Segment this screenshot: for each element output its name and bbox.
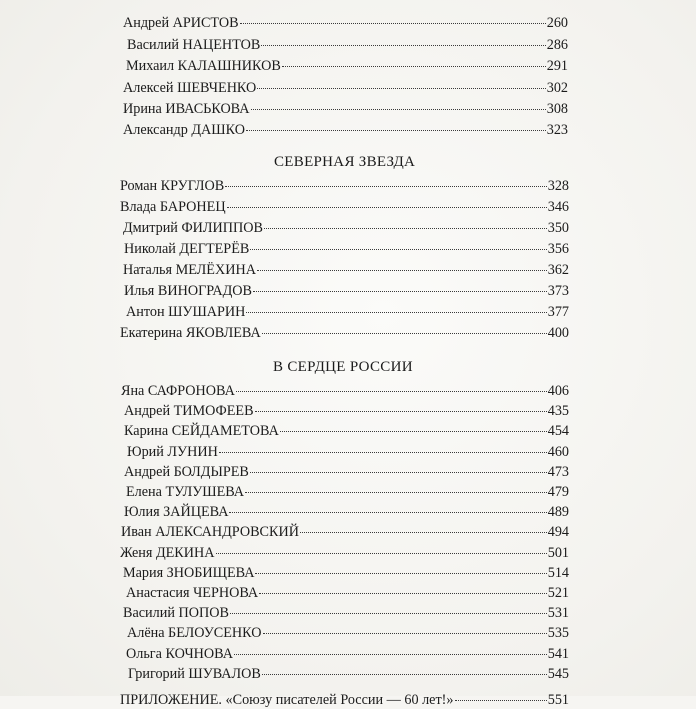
toc-entry: [123, 14, 568, 32]
dot-leader: [240, 23, 546, 24]
page-number: 323: [546, 122, 568, 138]
toc-entry: [121, 523, 569, 541]
page-number: 328: [547, 178, 569, 194]
author-name: Юрий ЛУНИН: [127, 443, 218, 460]
author-name: Иван АЛЕКСАНДРОВСКИЙ: [121, 524, 299, 541]
dot-leader: [300, 532, 547, 533]
toc-entry: [128, 665, 569, 683]
page-number: 531: [547, 605, 569, 622]
dot-leader: [219, 452, 547, 453]
page-number: 494: [547, 524, 569, 541]
page-number: 406: [547, 383, 569, 399]
page-number: 460: [547, 443, 569, 460]
toc-entry: [123, 604, 569, 622]
page-number: 454: [547, 423, 569, 440]
dot-leader: [250, 249, 546, 250]
author-name: Андрей ТИМОФЕЕВ: [124, 403, 254, 420]
toc-entry: [120, 544, 569, 562]
page-number: 302: [546, 80, 568, 96]
page-number: 400: [547, 325, 569, 341]
author-name: Дмитрий ФИЛИППОВ: [123, 220, 263, 236]
page-number: 346: [547, 199, 569, 215]
dot-leader: [246, 312, 546, 313]
author-name: Михаил КАЛАШНИКОВ: [126, 58, 281, 74]
toc-entry: [120, 324, 569, 342]
toc-entry: [126, 57, 568, 75]
page-number: 362: [547, 262, 569, 278]
author-name: Карина СЕЙДАМЕТОВА: [124, 423, 279, 440]
toc-entry: [126, 645, 569, 663]
author-name: Роман КРУГЛОВ: [120, 178, 225, 194]
dot-leader: [264, 228, 547, 229]
toc-entry: [121, 382, 569, 400]
page-number: 535: [547, 625, 569, 642]
page-number: 291: [546, 58, 568, 74]
dot-leader: [250, 472, 547, 473]
dot-leader: [216, 553, 547, 554]
author-name: Андрей АРИСТОВ: [123, 15, 239, 31]
author-name: Ольга КОЧНОВА: [126, 645, 233, 662]
dot-leader: [455, 700, 547, 701]
dot-leader: [225, 186, 547, 187]
appendix-title: ПРИЛОЖЕНИЕ. «Союзу писателей России — 60 лет!»: [120, 692, 454, 708]
author-name: Василий НАЦЕНТОВ: [127, 37, 261, 53]
author-name: Антон ШУШАРИН: [126, 304, 246, 320]
dot-leader: [280, 431, 547, 432]
page-number: 260: [546, 15, 568, 31]
page-number: 489: [547, 504, 569, 521]
toc-entry: [123, 564, 569, 582]
author-name: Александр ДАШКО: [123, 122, 245, 138]
dot-leader: [251, 109, 546, 110]
author-name: Григорий ШУВАЛОВ: [128, 665, 261, 682]
page-number: 514: [547, 564, 569, 581]
toc-entry: [123, 79, 568, 97]
section-title: СЕВЕРНАЯ ЗВЕЗДА: [274, 154, 416, 170]
toc-entry: [124, 282, 569, 300]
page-number: 350: [547, 220, 569, 236]
page-number: 473: [547, 463, 569, 480]
dot-leader: [227, 207, 547, 208]
dot-leader: [262, 674, 547, 675]
toc-entry: [124, 402, 569, 420]
dot-leader: [229, 512, 546, 513]
dot-leader: [257, 270, 547, 271]
page-number: 308: [546, 101, 568, 117]
author-name: Ирина ИВАСЬКОВА: [123, 101, 250, 117]
author-name: Алексей ШЕВЧЕНКО: [123, 80, 257, 96]
author-name: Мария ЗНОБИЩЕВА: [123, 564, 255, 581]
section-title: В СЕРДЦЕ РОССИИ: [273, 359, 413, 375]
author-name: Юлия ЗАЙЦЕВА: [124, 504, 229, 521]
toc-appendix-entry: [120, 691, 569, 709]
page-number: 521: [547, 585, 569, 601]
toc-entry: [126, 483, 569, 501]
dot-leader: [246, 130, 546, 131]
dot-leader: [253, 291, 547, 292]
toc-entry: [120, 198, 569, 216]
page-number: 545: [547, 665, 569, 682]
toc-entry: [126, 584, 569, 602]
toc-entry: [127, 443, 569, 461]
dot-leader: [282, 66, 546, 67]
dot-leader: [230, 613, 547, 614]
dot-leader: [259, 593, 547, 594]
toc-entry: [124, 240, 569, 258]
page-number: 377: [547, 304, 569, 320]
dot-leader: [261, 45, 545, 46]
dot-leader: [257, 88, 545, 89]
dot-leader: [255, 411, 547, 412]
toc-entry: [127, 36, 568, 54]
toc-entry: [124, 503, 569, 521]
author-name: Андрей БОЛДЫРЕВ: [124, 463, 249, 480]
author-name: Василий ПОПОВ: [123, 605, 229, 622]
dot-leader: [262, 333, 547, 334]
toc-entry: [126, 303, 569, 321]
toc-entry: [127, 624, 569, 642]
author-name: Анастасия ЧЕРНОВА: [126, 585, 259, 601]
author-name: Алёна БЕЛОУСЕНКО: [127, 625, 262, 642]
page-number: 286: [546, 37, 568, 53]
author-name: Влада БАРОНЕЦ: [120, 199, 226, 215]
toc-entry: [123, 219, 569, 237]
page-number: 551: [547, 692, 569, 708]
dot-leader: [236, 391, 547, 392]
dot-leader: [234, 654, 547, 655]
author-name: Екатерина ЯКОВЛЕВА: [120, 325, 261, 341]
toc-entry: [123, 261, 569, 279]
dot-leader: [245, 492, 547, 493]
dot-leader: [255, 573, 546, 574]
author-name: Елена ТУЛУШЕВА: [126, 484, 245, 500]
author-name: Яна САФРОНОВА: [121, 383, 235, 399]
author-name: Женя ДЕКИНА: [120, 544, 215, 561]
page-number: 479: [547, 484, 569, 500]
author-name: Илья ВИНОГРАДОВ: [124, 283, 252, 299]
page-number: 435: [547, 403, 569, 420]
author-name: Наталья МЕЛЁХИНА: [123, 262, 256, 278]
page-number: 356: [547, 241, 569, 257]
page-number: 373: [547, 283, 569, 299]
toc-entry: [124, 463, 569, 481]
dot-leader: [263, 633, 547, 634]
toc-entry: [124, 422, 569, 440]
toc-entry: [123, 100, 568, 118]
page-number: 541: [547, 645, 569, 662]
author-name: Николай ДЕГТЕРЁВ: [124, 241, 250, 257]
page-number: 501: [547, 544, 569, 561]
toc-entry: [123, 121, 568, 139]
toc-entry: [120, 177, 569, 195]
